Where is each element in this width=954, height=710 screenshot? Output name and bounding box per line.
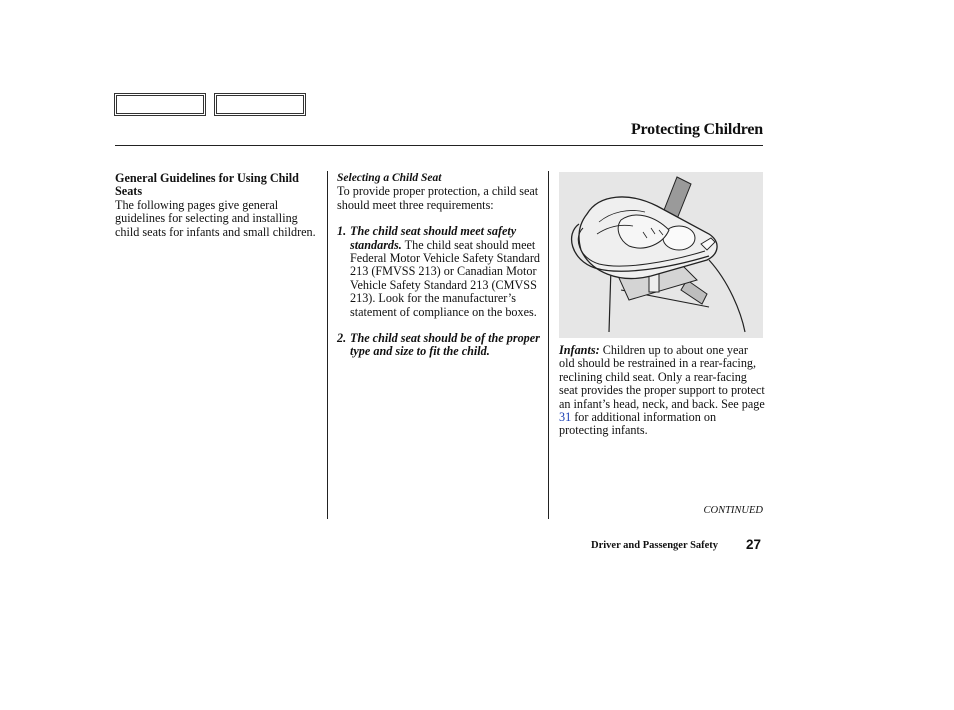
infants-text-continued: for additional information on protecting infants. — [559, 410, 717, 438]
infants-lead: Infants: — [559, 343, 600, 357]
page-number: 27 — [746, 537, 762, 552]
requirement-text: The child seat should meet Federal Motor Vehicle Safety Standard 213 (FMVSS 213) or Canadian Motor Vehicle Safety Standard 213 (CMVSS 213). Look for the manufacturer’s statement of compliance on the boxes. — [350, 237, 540, 319]
section-heading: General Guidelines for Using Child Seats — [115, 171, 299, 199]
column-divider-1 — [327, 171, 328, 519]
rear-facing-infant-seat-icon — [559, 172, 763, 338]
requirement-item — [337, 225, 547, 319]
column-infants — [559, 344, 765, 438]
infants-text: Children up to about one year old should be restrained in a rear-facing, reclining child seat. Only a rear-facing seat provides the proper support to protect an infant’s head, neck, and back. See page — [559, 343, 765, 411]
page-31-link[interactable]: 31 — [559, 410, 572, 425]
section-body: The following pages give general guidelines for selecting and installing child seats for infants and small children. — [115, 197, 316, 239]
infant-seat-figure — [559, 172, 763, 338]
requirement-lead: The child seat should be of the proper type and size to fit the child. — [350, 331, 540, 359]
requirement-number: 1. — [337, 224, 347, 239]
requirement-number: 2. — [337, 331, 347, 346]
requirement-item — [337, 332, 547, 359]
page-title: Protecting Children — [630, 121, 763, 138]
column-selecting-child-seat — [337, 172, 547, 359]
column-general-guidelines — [115, 172, 323, 239]
header-divider — [115, 145, 763, 146]
requirement-lead: The child seat should meet safety standards. — [350, 224, 517, 252]
nav-button-next[interactable] — [214, 93, 306, 116]
footer-section-label: Driver and Passenger Safety — [591, 540, 719, 551]
column-divider-2 — [548, 171, 549, 519]
section-intro: To provide proper protection, a child seat should meet three requirements: — [337, 184, 539, 212]
nav-button-previous[interactable] — [114, 93, 206, 116]
section-heading: Selecting a Child Seat — [337, 172, 442, 184]
continued-label: CONTINUED — [703, 505, 763, 516]
